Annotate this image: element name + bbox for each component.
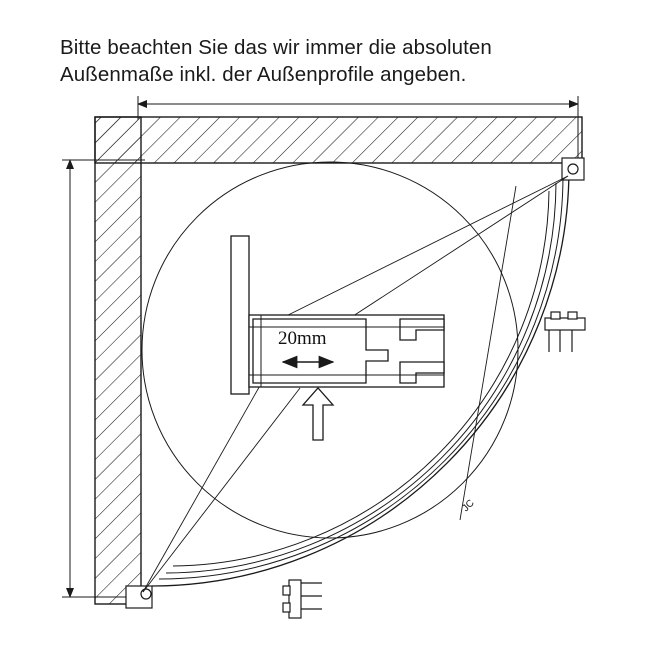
note-line-1: Bitte beachten Sie das wir immer die absoluten [60, 36, 492, 59]
aluminium-profile-cross-section [231, 236, 444, 394]
right-roller-fitting [545, 312, 585, 352]
pointer-arrow-up [303, 388, 333, 440]
bottom-left-fixing-bracket [126, 586, 152, 608]
bottom-roller-fitting [283, 580, 322, 618]
profile-width-label: 20mm [278, 328, 327, 349]
arc-logo-mark [460, 498, 476, 514]
svg-text:JC: JC [460, 497, 477, 515]
top-right-fixing-bracket [562, 158, 584, 180]
note-line-2: Außenmaße inkl. der Außenprofile angeben. [60, 63, 467, 87]
